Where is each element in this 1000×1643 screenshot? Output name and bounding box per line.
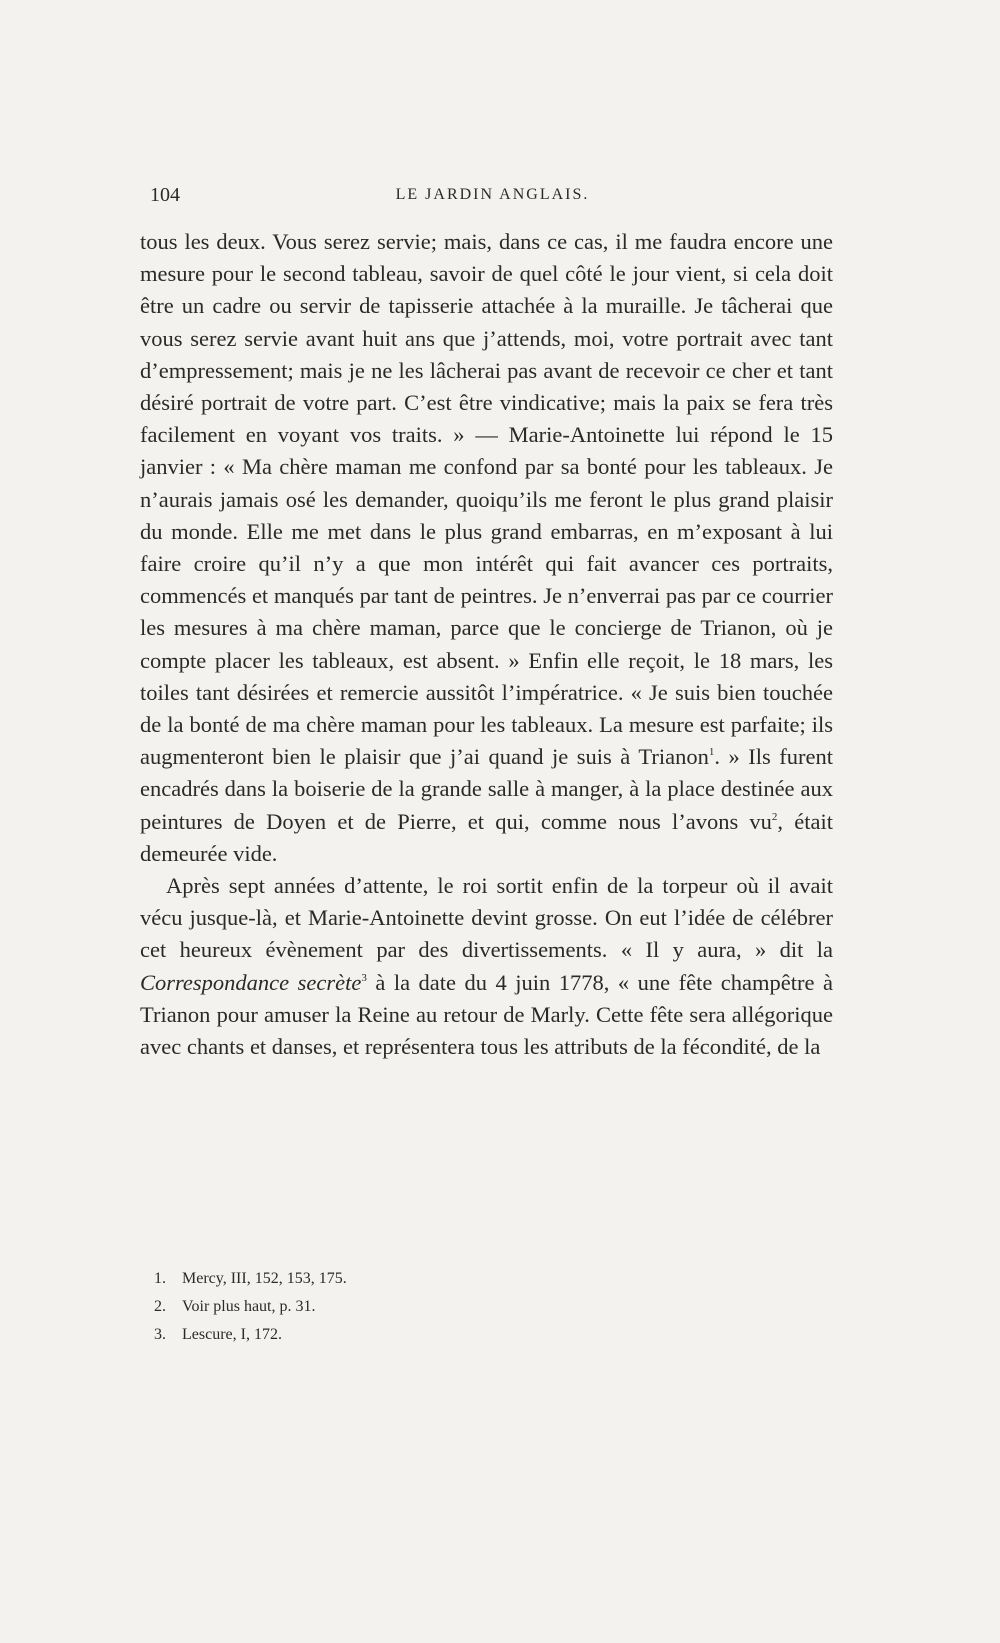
running-title: LE JARDIN ANGLAIS. [395,186,590,203]
paragraph-1-text-a: tous les deux. Vous serez servie; mais, dans ce cas, il me faudra encore une mesure pour le second tableau, savoir de quel côté le jour vient, si cela doit être un cadre ou servir de tapisserie attachée à la muraille. Je tâcherai que vous serez servie avant huit ans que j’attends, moi, votre portrait avec tant d’empressement; mais je ne les lâcherai pas avant de recevoir ce cher et tant désiré portrait de votre part. C’est être vindicative; mais la paix se fera très facilement en voyant vos traits. » — Marie-Antoinette lui répond le 15 janvier : « Ma chère maman me confond par sa bonté pour les tableaux. Je n’aurais jamais osé les demander, quoiqu’ils me feront le plus grand plaisir du monde. Elle me met dans le plus grand embarras, en m’exposant à lui faire croire qu’il n’y a que mon intérêt qui fait avancer ces portraits, commencés et manqués par tant de peintres. Je n’enverrai pas par ce courrier les mesures à ma chère maman, parce que le concierge de Trianon, où je compte placer les tableaux, est absent. » Enfin elle reçoit, le 18 mars, les toiles tant désirées et remercie aussitôt l’impératrice. « Je suis bien touchée de la bonté de ma chère maman pour les tableaux. La mesure est parfaite; ils augmenteront bien le plaisir que j’ai quand je suis à Trianon [140,229,833,770]
paragraph-1-text-c: , était demeurée vide. [140,808,833,866]
italic-title: Correspondance secrète [140,969,362,995]
footnote-text: Voir plus haut, p. 31. [182,1298,316,1315]
footnote-2 [154,1293,814,1321]
footnote-3 [154,1321,814,1349]
paragraph-2-text-a: Après sept années d’attente, le roi sortit enfin de la torpeur où il avait vécu jusque-là, et Marie-Antoinette devint grosse. On eut l’idée de célébrer cet heureux évènement par des divertissements. « Il y aura, » dit la [140,873,833,963]
main-text [140,226,833,1063]
footnote-ref-2: 2 [771,810,778,823]
paragraph-2-text-b: à la date du 4 juin 1778, « une fête champêtre à Trianon pour amuser la Reine au retour de Marly. Cette fête sera allégorique avec chants et danses, et représentera tous les attributs de la fécondité, de la [140,969,833,1060]
paragraph-1-text-b: . » Ils furent encadrés dans la boiserie de la grande salle à manger, à la place destinée aux peintures de Doyen et de Pierre, et qui, comme nous l’avons vu [140,744,833,834]
paragraph-1 [140,226,833,870]
paragraph-2 [140,870,833,1063]
footnote-number: 3. [154,1326,166,1343]
footnote-number: 2. [154,1298,166,1315]
footnote-ref-3: 3 [361,971,367,984]
page-number: 104 [150,184,180,206]
footnote-text: Lescure, I, 172. [182,1326,282,1343]
footnotes [154,1265,814,1349]
footnote-text: Mercy, III, 152, 153, 175. [182,1270,347,1287]
footnote-number: 1. [154,1270,166,1287]
footnote-1 [154,1265,814,1293]
footnote-ref-1: 1 [708,746,715,759]
page-header [150,184,835,214]
